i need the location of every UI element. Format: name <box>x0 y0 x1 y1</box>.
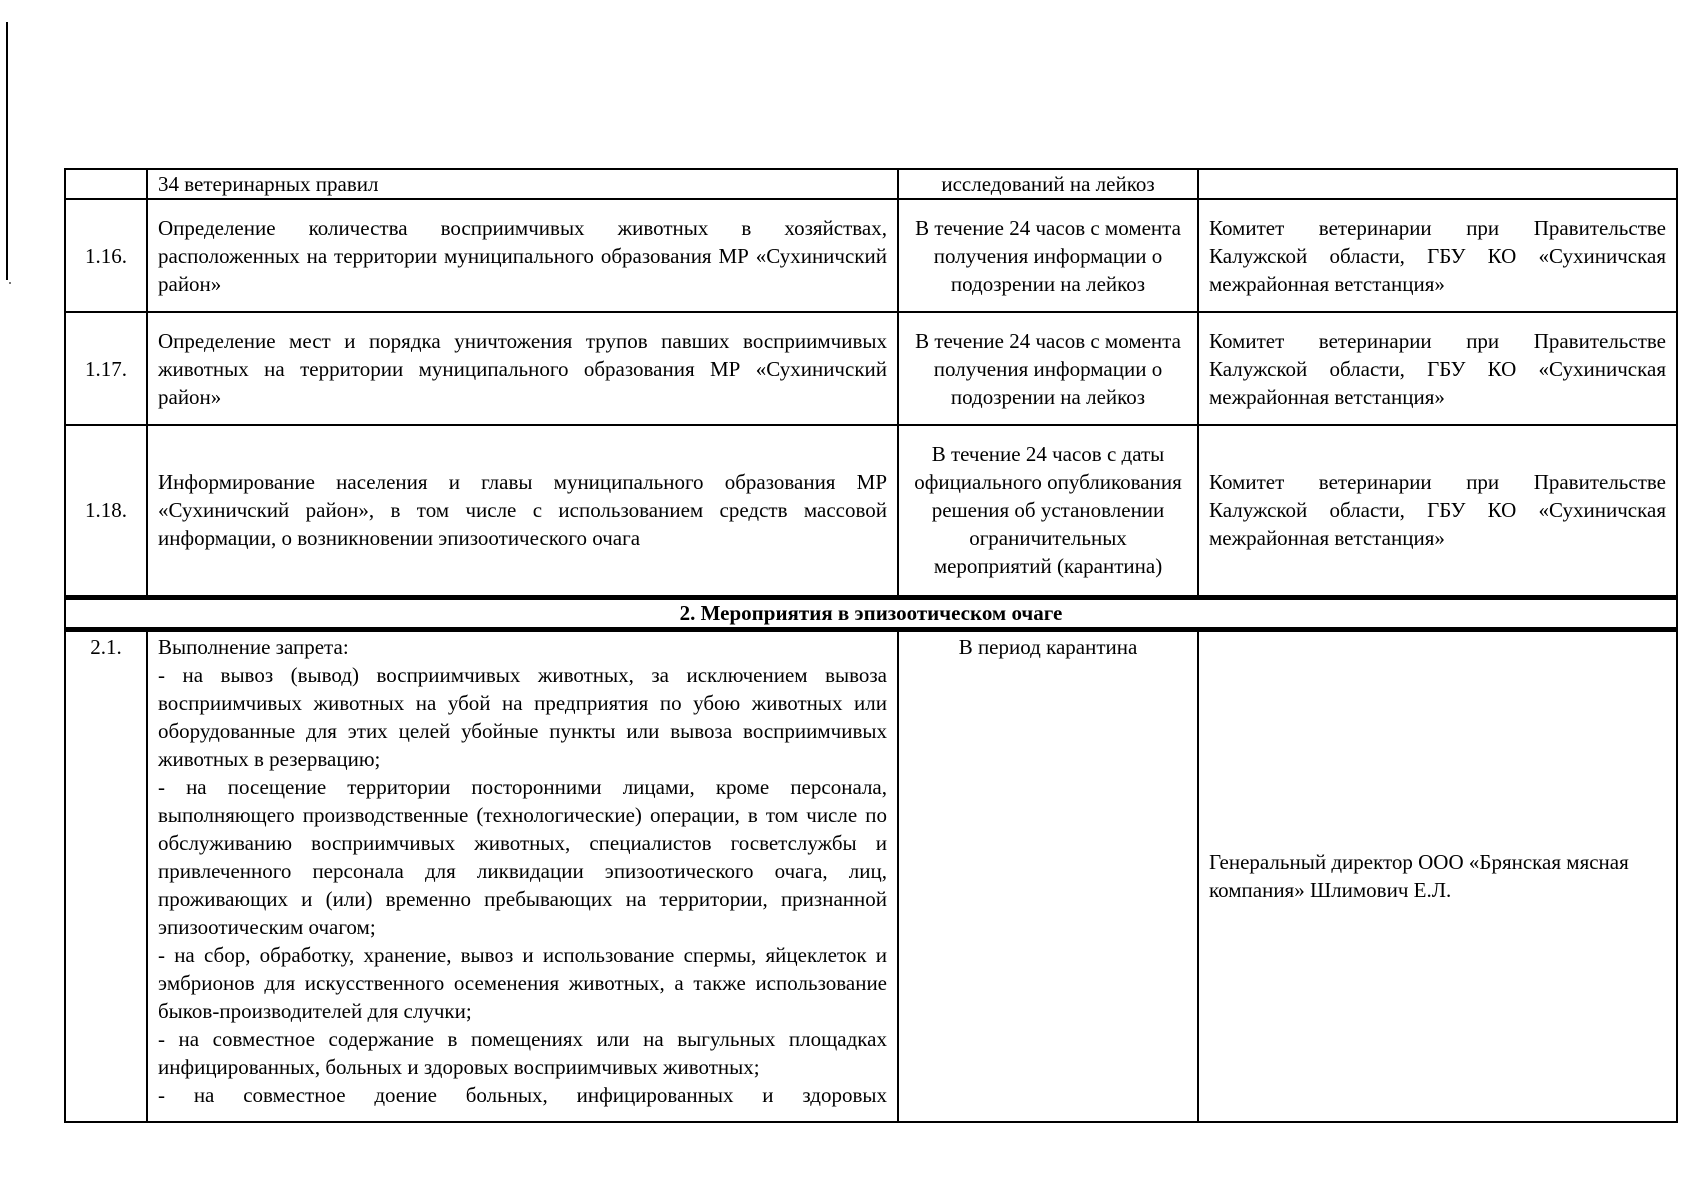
row-number: 1.18. <box>65 425 147 597</box>
responsible-cell <box>1198 169 1677 199</box>
list-item: - на вывоз (вывод) восприимчивых животных, за исключением вывоза восприимчивых животных на убой на предприятия по убою животных или оборудованные для этих целей убойные пункты или вывоза восприимчивых животных в резервацию; <box>158 662 887 771</box>
section-header-row <box>65 597 1677 629</box>
activity-cell: 34 ветеринарных правил <box>147 169 898 199</box>
table-row-1-16 <box>65 199 1677 312</box>
row-number: 1.17. <box>65 312 147 425</box>
activity-text: Информирование населения и главы муниципального образования МР «Сухиничский район», в том числе с использованием средств массовой информации, о возникновении эпизоотического очага <box>147 425 898 597</box>
list-item-truncated: - на совместное доение больных, инфицированных и здоровых <box>158 1082 887 1107</box>
row-number-cell <box>65 169 147 199</box>
responsible-text: Комитет ветеринарии при Правительстве Калужской области, ГБУ КО «Сухиничская межрайонная ветстанция» <box>1198 425 1677 597</box>
activity-list <box>147 629 898 1122</box>
responsible-text: Генеральный директор ООО «Брянская мясная компания» Шлимович Е.Л. <box>1198 629 1677 1122</box>
deadline-text: В течение 24 часов с момента получения информации о подозрении на лейкоз <box>898 199 1198 312</box>
activity-text: Определение количества восприимчивых животных в хозяйствах, расположенных на территории муниципального образования МР «Сухиничский район» <box>147 199 898 312</box>
table-row-continuation <box>65 169 1677 199</box>
row-number: 1.16. <box>65 199 147 312</box>
scan-margin-line <box>6 22 8 280</box>
list-item: - на совместное содержание в помещениях или на выгульных площадках инфицированных, больных и здоровых восприимчивых животных; <box>158 1026 887 1079</box>
responsible-text: Комитет ветеринарии при Правительстве Калужской области, ГБУ КО «Сухиничская межрайонная ветстанция» <box>1198 312 1677 425</box>
table-row-1-17 <box>65 312 1677 425</box>
deadline-cell: исследований на лейкоз <box>898 169 1198 199</box>
row-number: 2.1. <box>65 629 147 1122</box>
activity-text: Определение мест и порядка уничтожения трупов павших восприимчивых животных на территории муниципального образования МР «Сухиничский район» <box>147 312 898 425</box>
section-title: 2. Мероприятия в эпизоотическом очаге <box>65 597 1677 629</box>
activity-intro: Выполнение запрета: <box>158 634 349 659</box>
list-item: - на сбор, обработку, хранение, вывоз и использование спермы, яйцеклеток и эмбрионов для искусственного осеменения животных, а также использование быков-производителей для случки; <box>158 942 887 1023</box>
table-row-1-18 <box>65 425 1677 597</box>
table-row-2-1 <box>65 629 1677 1122</box>
veterinary-measures-table <box>64 168 1678 1123</box>
list-item: - на посещение территории посторонними лицами, кроме персонала, выполняющего производственные (технологические) операции, в том числе по обслуживанию восприимчивых животных, специалистов госветслужбы и привлеченного персонала для ликвидации эпизоотического очага, лиц, проживающих и (или) временно пребывающих на территории, признанной эпизоотическим очагом; <box>158 774 887 939</box>
deadline-text: В течение 24 часов с даты официального опубликования решения об установлении ограничительных мероприятий (карантина) <box>898 425 1198 597</box>
responsible-text: Комитет ветеринарии при Правительстве Калужской области, ГБУ КО «Сухиничская межрайонная ветстанция» <box>1198 199 1677 312</box>
deadline-text: В период карантина <box>898 629 1198 1122</box>
scan-margin-tick <box>9 282 11 284</box>
deadline-text: В течение 24 часов с момента получения информации о подозрении на лейкоз <box>898 312 1198 425</box>
